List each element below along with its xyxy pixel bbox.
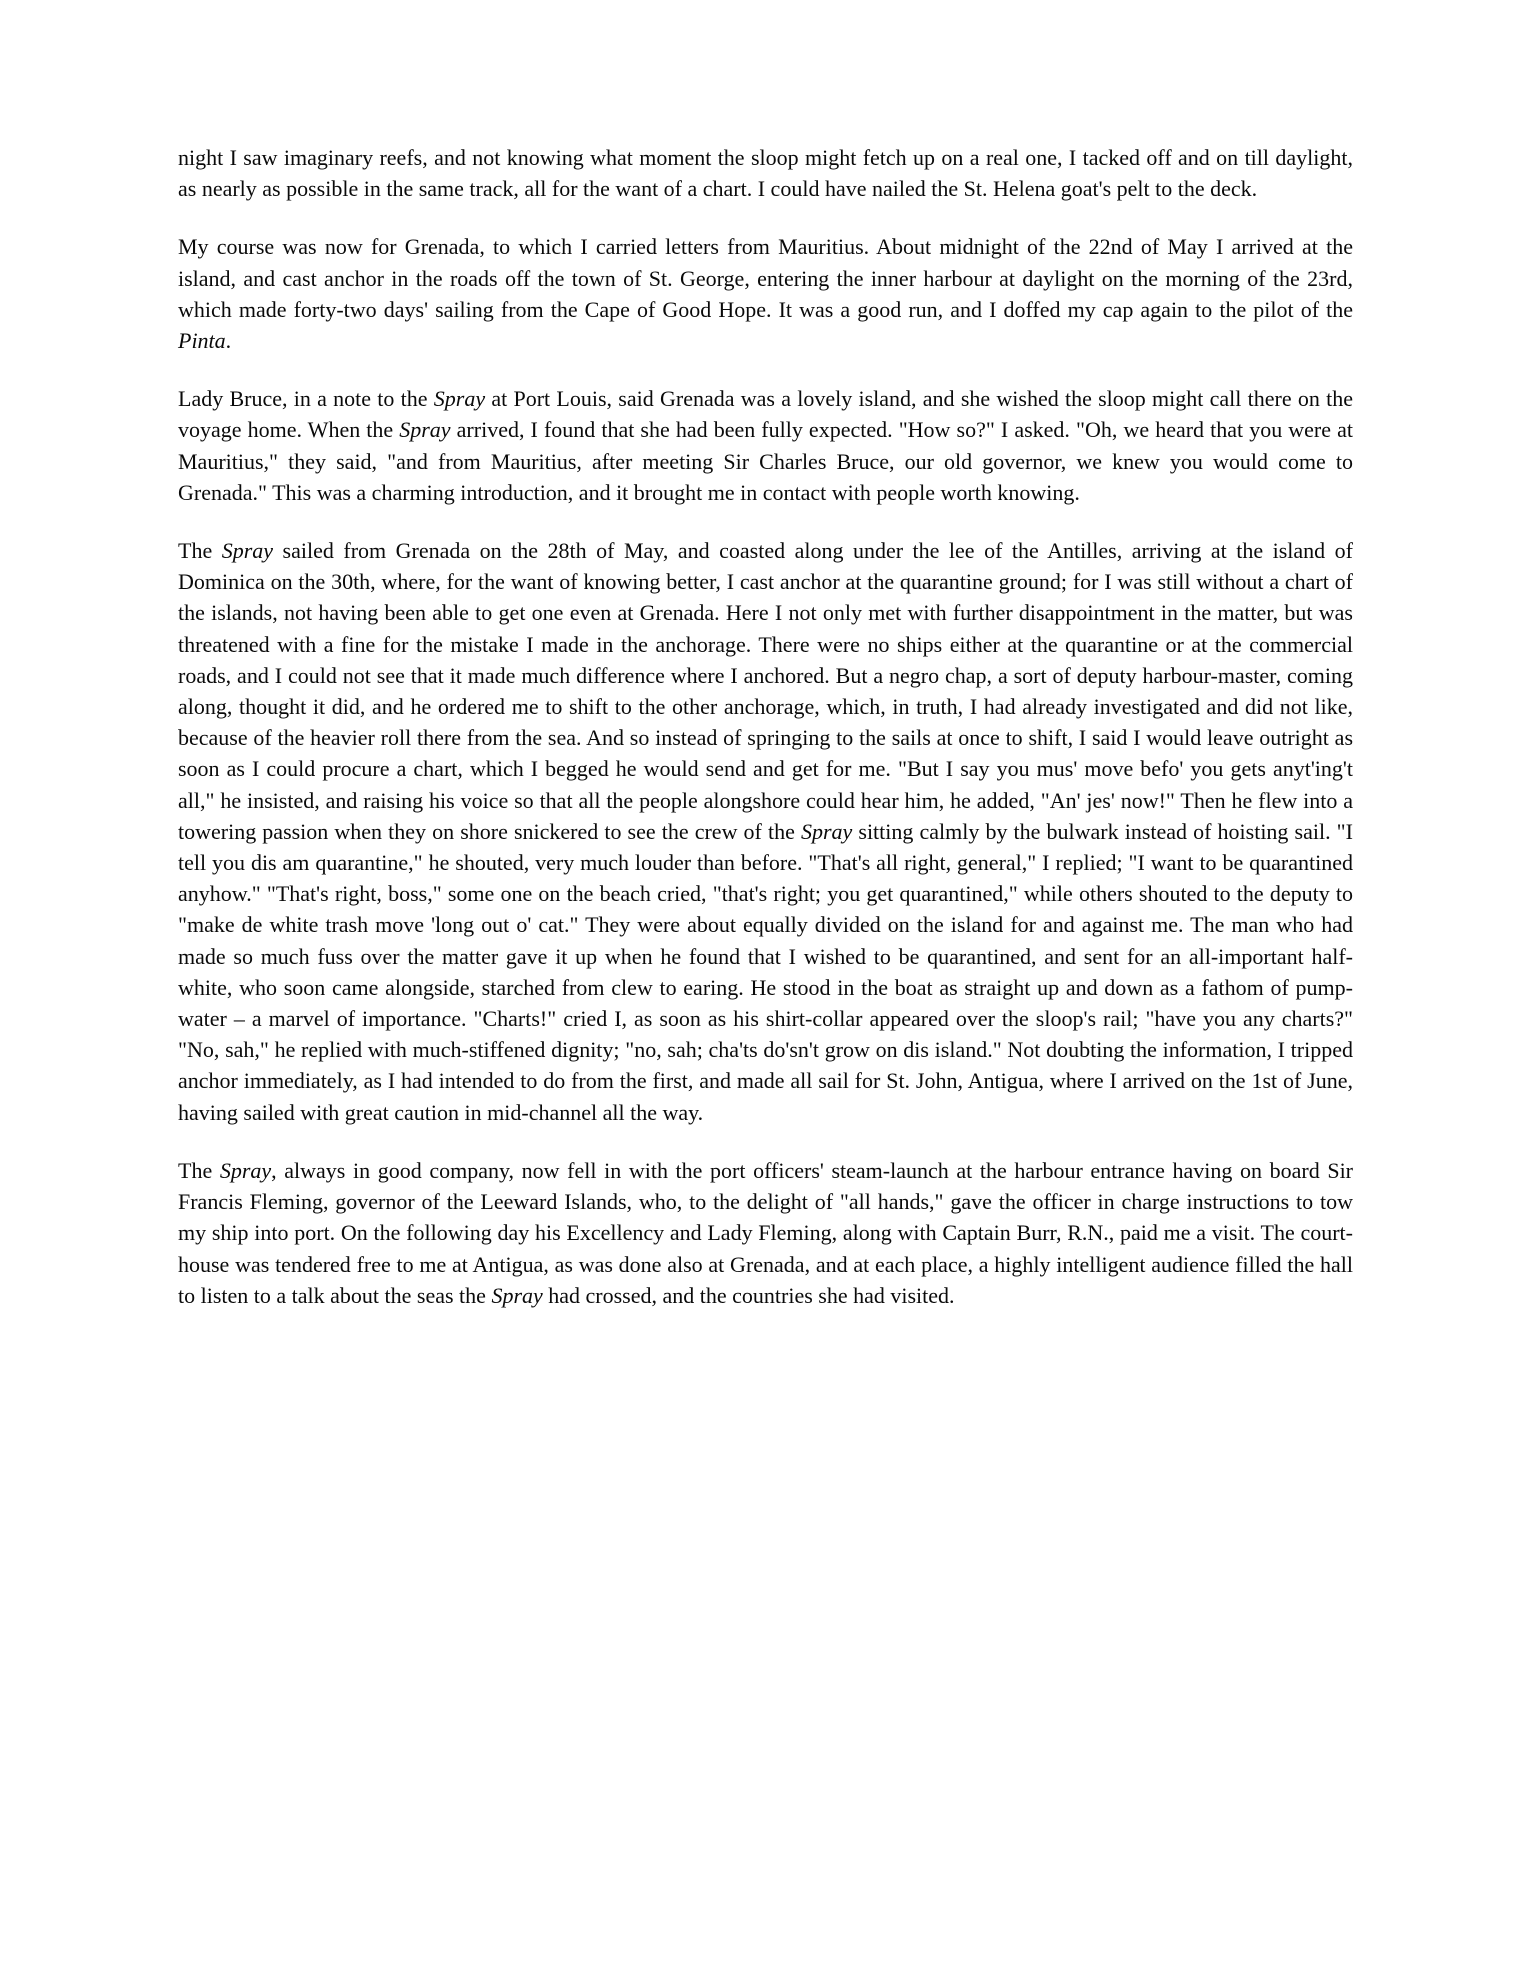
body-text-block <box>178 142 1353 1338</box>
text-segment: The <box>178 538 222 564</box>
italic-text-segment: Spray <box>491 1282 543 1308</box>
paragraph <box>178 231 1353 356</box>
text-segment: . <box>225 328 232 354</box>
italic-text-segment: Spray <box>219 1157 272 1183</box>
italic-text-segment: Spray <box>800 818 853 844</box>
text-segment: sitting calmly by the bulwark instead of hoisting sail. "I tell you dis am quarantine," he shouted, very much louder than before. "That's all right, general," I replied; "I want to be quarantined anyhow." "That's right, boss," some one on the beach cried, "that's right; you get quarantined," while others shouted to the deputy to "make de white trash move 'long out o' cat." They were about equally divided on the island for and against me. The man who had made so much fuss over the matter gave it up when he found that I wished to be quarantined, and sent for an all-important half-white, who soon came alongside, starched from clew to earing. He stood in the boat as straight up and down as a fathom of pump-water – a marvel of importance. "Charts!" cried I, as soon as his shirt-collar appeared over the sloop's rail; "have you any charts?" "No, sah," he replied with much-stiffened dignity; "no, sah; cha'ts do'sn't grow on dis island." Not doubting the information, I tripped anchor immediately, as I had intended to do from the first, and made all sail for St. John, Antigua, where I arrived on the 1st of June, having sailed with great caution in mid-channel all the way. <box>178 818 1353 1125</box>
text-segment: night I saw imaginary reefs, and not knowing what moment the sloop might fetch up on a real one, I tacked off and on till daylight, as nearly as possible in the same track, all for the want of a chart. I could have nailed the St. Helena goat's pelt to the deck. <box>178 145 1353 202</box>
italic-text-segment: Pinta <box>178 328 226 354</box>
text-segment: Lady Bruce, in a note to the <box>178 386 434 412</box>
text-segment: The <box>178 1157 220 1183</box>
text-segment: arrived, I found that she had been fully expected. "How so?" I asked. "Oh, we heard that you were at Mauritius," they said, "and from Mauritius, after meeting Sir Charles Bruce, our old governor, we knew you would come to Grenada." This was a charming introduction, and it brought me in contact with people worth knowing. <box>178 417 1353 505</box>
text-segment: sailed from Grenada on the 28th of May, and coasted along under the lee of the Antilles, arriving at the island of Dominica on the 30th, where, for the want of knowing better, I cast anchor at the quarantine ground; for I was still without a chart of the islands, not having been able to get one even at Grenada. Here I not only met with further disappointment in the matter, but was threatened with a fine for the mistake I made in the anchorage. There were no ships either at the quarantine or at the commercial roads, and I could not see that it made much difference where I anchored. But a negro chap, a sort of deputy harbour-master, coming along, thought it did, and he ordered me to shift to the other anchorage, which, in truth, I had already investigated and did not like, because of the heavier roll there from the sea. And so instead of springing to the sails at once to shift, I said I would leave outright as soon as I could procure a chart, which I begged he would send and get for me. "But I say you mus' move befo' you gets anyt'ing't all," he insisted, and raising his voice so that all the people alongshore could hear him, he added, "An' jes' now!" Then he flew into a towering passion when they on shore snickered to see the crew of the <box>178 538 1354 844</box>
paragraph <box>178 383 1353 508</box>
paragraph <box>178 535 1353 1128</box>
italic-text-segment: Spray <box>433 386 486 412</box>
text-segment: at Port Louis, said Grenada was a lovely island, and she wished the sloop might call there on the voyage home. When the <box>178 386 1354 443</box>
italic-text-segment: Spray <box>399 417 451 443</box>
italic-text-segment: Spray <box>221 538 274 564</box>
paragraph <box>178 1155 1353 1311</box>
text-segment: My course was now for Grenada, to which I carried letters from Mauritius. About midnight of the 22nd of May I arrived at the island, and cast anchor in the roads off the town of St. George, entering the inner harbour at daylight on the morning of the 23rd, which made forty-two days' sailing from the Cape of Good Hope. It was a good run, and I doffed my cap again to the pilot of the <box>178 234 1353 322</box>
paragraph <box>178 142 1353 204</box>
text-segment: had crossed, and the countries she had visited. <box>542 1282 955 1308</box>
text-segment: , always in good company, now fell in with the port officers' steam-launch at the harbour entrance having on board Sir Francis Fleming, governor of the Leeward Islands, who, to the delight of "all hands," gave the officer in charge instructions to tow my ship into port. On the following day his Excellency and Lady Fleming, along with Captain Burr, R.N., paid me a visit. The court-house was tendered free to me at Antigua, as was done also at Grenada, and at each place, a highly intelligent audience filled the hall to listen to a talk about the seas the <box>178 1157 1354 1308</box>
